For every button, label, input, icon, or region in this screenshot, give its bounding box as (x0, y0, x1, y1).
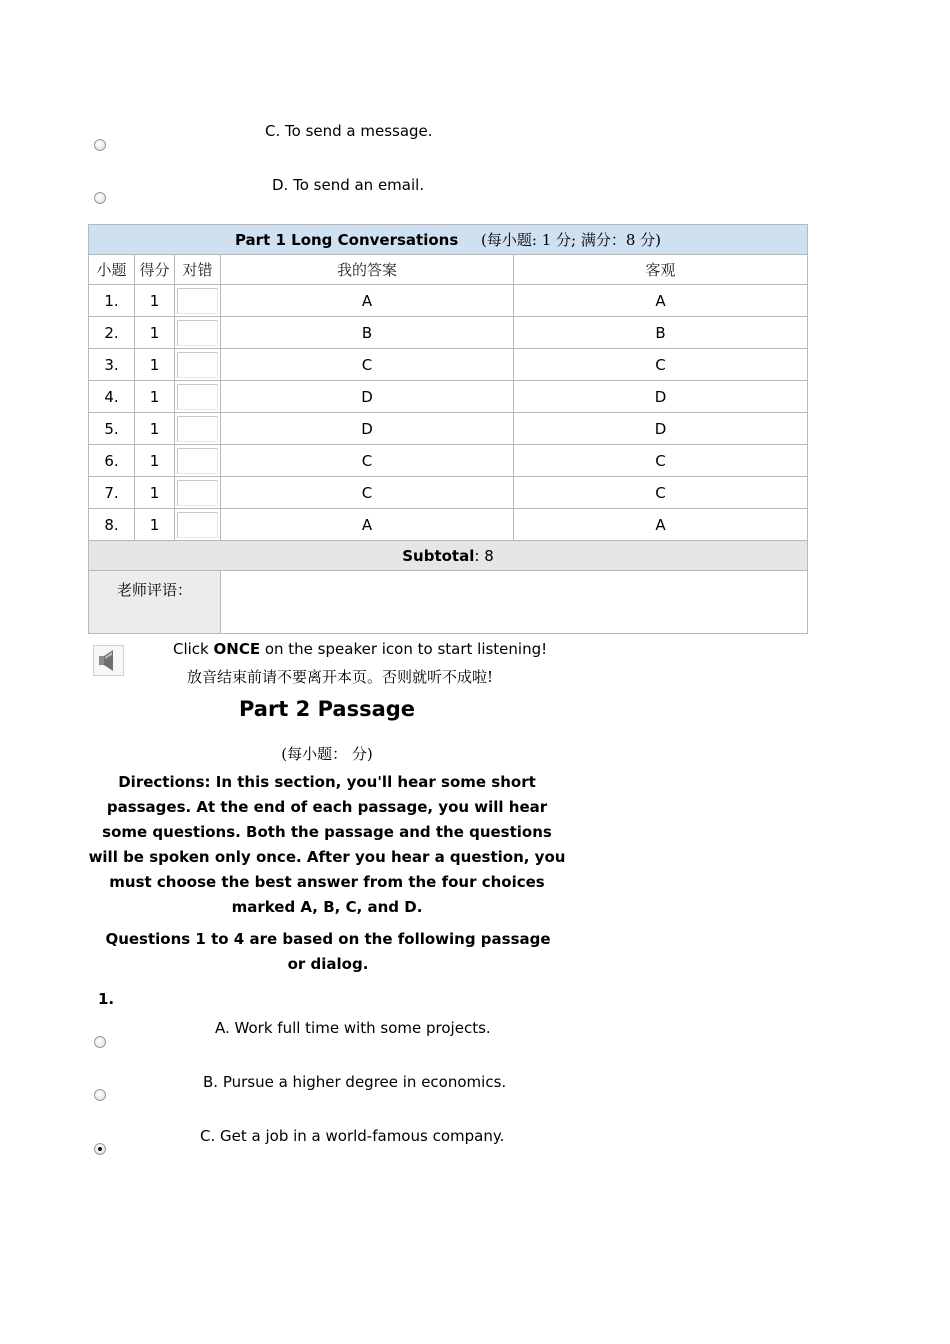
row-correct-answer: D (514, 413, 808, 445)
row-num: 1. (89, 285, 135, 317)
header-score: 得分 (135, 255, 175, 285)
row-score: 1 (135, 477, 175, 509)
row-score: 1 (135, 349, 175, 381)
radio-option-c[interactable] (94, 139, 106, 151)
questions-intro: Questions 1 to 4 are based on the following passage or dialog. (105, 930, 551, 973)
row-score: 1 (135, 509, 175, 541)
part1-meta: (每小题: 1 分; 满分：8 分) (481, 231, 662, 249)
speaker-icon[interactable] (93, 645, 124, 676)
row-correct-answer: D (514, 381, 808, 413)
row-my-answer: C (221, 445, 514, 477)
row-num: 5. (89, 413, 135, 445)
row-mark (175, 509, 221, 541)
row-mark (175, 477, 221, 509)
question-number: 1. (98, 990, 115, 1008)
row-correct-answer: C (514, 477, 808, 509)
table-row (89, 285, 808, 317)
header-my-answer: 我的答案 (221, 255, 514, 285)
table-row (89, 317, 808, 349)
row-score: 1 (135, 317, 175, 349)
subtotal-value: : 8 (474, 546, 494, 565)
row-correct-answer: B (514, 317, 808, 349)
part2-title: Part 2 Passage (238, 697, 416, 721)
teacher-comment-box (221, 571, 808, 634)
option-label-d: D. To send an email. (272, 176, 425, 194)
row-my-answer: D (221, 381, 514, 413)
row-score: 1 (135, 381, 175, 413)
row-my-answer: B (221, 317, 514, 349)
row-mark (175, 317, 221, 349)
row-my-answer: A (221, 509, 514, 541)
part2-meta: (每小题： 分) (281, 745, 373, 763)
option-label-c: C. To send a message. (265, 122, 433, 140)
header-objective: 客观 (514, 255, 808, 285)
row-correct-answer: C (514, 349, 808, 381)
subtotal-cell (89, 541, 808, 571)
row-score: 1 (135, 445, 175, 477)
option-label-c2: C. Get a job in a world-famous company. (200, 1127, 505, 1145)
table-row (89, 381, 808, 413)
radio-option-a[interactable] (94, 1036, 106, 1048)
row-my-answer: D (221, 413, 514, 445)
row-score: 1 (135, 285, 175, 317)
table-row (89, 445, 808, 477)
table-row (89, 477, 808, 509)
row-score: 1 (135, 413, 175, 445)
row-my-answer: A (221, 285, 514, 317)
table-row (89, 509, 808, 541)
header-right-wrong: 对错 (175, 255, 221, 285)
subtotal-label: Subtotal (402, 546, 475, 565)
row-mark (175, 413, 221, 445)
radio-option-d[interactable] (94, 192, 106, 204)
listen-instruction: Click ONCE on the speaker icon to start listening! (173, 640, 548, 658)
radio-option-b[interactable] (94, 1089, 106, 1101)
row-my-answer: C (221, 477, 514, 509)
row-num: 3. (89, 349, 135, 381)
row-mark (175, 445, 221, 477)
radio-option-c-selected[interactable] (94, 1143, 106, 1155)
row-num: 8. (89, 509, 135, 541)
table-row (89, 413, 808, 445)
table-row (89, 349, 808, 381)
row-correct-answer: A (514, 285, 808, 317)
row-mark (175, 349, 221, 381)
option-label-b: B. Pursue a higher degree in economics. (203, 1073, 507, 1091)
listen-once-emphasis: ONCE (213, 640, 261, 658)
row-num: 2. (89, 317, 135, 349)
row-correct-answer: C (514, 445, 808, 477)
teacher-comment-label: 老师评语： (89, 571, 221, 634)
row-num: 6. (89, 445, 135, 477)
row-mark (175, 285, 221, 317)
row-mark (175, 381, 221, 413)
row-num: 7. (89, 477, 135, 509)
part1-title: Part 1 Long Conversations (234, 231, 459, 249)
part1-score-table (88, 224, 808, 634)
header-question: 小题 (89, 255, 135, 285)
listen-warning: 放音结束前请不要离开本页。否则就听不成啦! (187, 668, 494, 686)
row-my-answer: C (221, 349, 514, 381)
part2-directions: Directions: In this section, you'll hear some short passages. At the end of each passage, you will hear some questions. Both the passage and the questions will be spoken only once. After you hear a question, you must choose the best answer from the four choices marked A, B, C, and D. (88, 773, 566, 916)
part1-title-cell (89, 225, 808, 255)
option-label-a: A. Work full time with some projects. (215, 1019, 491, 1037)
row-num: 4. (89, 381, 135, 413)
row-correct-answer: A (514, 509, 808, 541)
